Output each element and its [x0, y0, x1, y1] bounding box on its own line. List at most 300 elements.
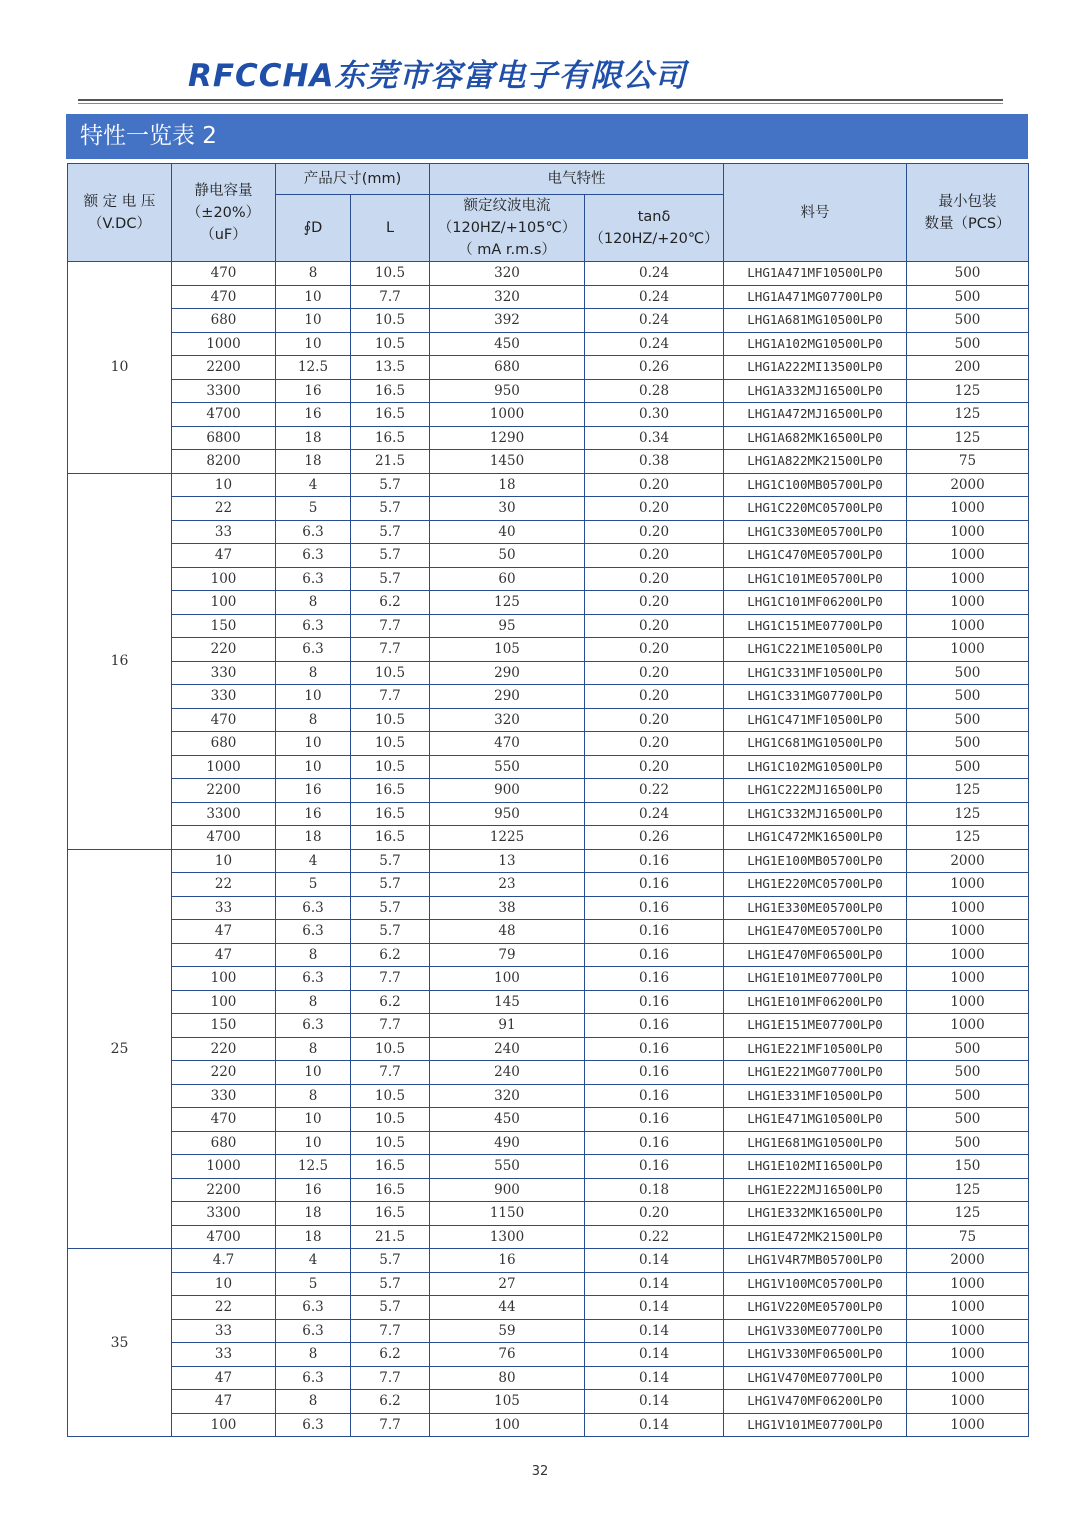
ripple-cell: 105: [430, 1390, 585, 1414]
part-number-cell: LHG1A682MK16500LP0: [724, 426, 907, 450]
ripple-cell: 79: [430, 943, 585, 967]
ripple-cell: 16: [430, 1249, 585, 1273]
ripple-cell: 450: [430, 1108, 585, 1132]
length-cell: 10.5: [351, 661, 430, 685]
length-cell: 10.5: [351, 1037, 430, 1061]
min-pack-cell: 1000: [907, 567, 1029, 591]
tan-delta-cell: 0.26: [585, 356, 724, 380]
tan-delta-cell: 0.16: [585, 920, 724, 944]
length-cell: 7.7: [351, 1061, 430, 1085]
min-pack-cell: 500: [907, 309, 1029, 333]
tan-delta-cell: 0.16: [585, 1037, 724, 1061]
company-header: RFCCHA东莞市容富电子有限公司: [188, 58, 687, 94]
table-row: [68, 920, 1029, 944]
ripple-cell: 125: [430, 591, 585, 615]
min-pack-cell: 500: [907, 1131, 1029, 1155]
min-pack-cell: 1000: [907, 1296, 1029, 1320]
diameter-cell: 5: [276, 1272, 351, 1296]
length-cell: 7.7: [351, 614, 430, 638]
header-min-pack: [907, 164, 1029, 262]
table-row: [68, 1225, 1029, 1249]
diameter-cell: 18: [276, 1225, 351, 1249]
capacitance-cell: 3300: [172, 802, 276, 826]
min-pack-cell: 1000: [907, 591, 1029, 615]
min-pack-cell: 125: [907, 1202, 1029, 1226]
table-row: [68, 1061, 1029, 1085]
part-number-cell: LHG1C102MG10500LP0: [724, 755, 907, 779]
tan-delta-cell: 0.20: [585, 1202, 724, 1226]
table-row: [68, 1131, 1029, 1155]
tan-delta-cell: 0.20: [585, 520, 724, 544]
header-rated-voltage: [68, 164, 172, 262]
header-capacitance-unit: （uF）: [200, 226, 247, 243]
length-cell: 16.5: [351, 779, 430, 803]
ripple-cell: 1000: [430, 403, 585, 427]
min-pack-cell: 500: [907, 1108, 1029, 1132]
ripple-cell: 470: [430, 732, 585, 756]
part-number-cell: LHG1C222MJ16500LP0: [724, 779, 907, 803]
header-capacitance-label: 静电容量: [194, 182, 253, 199]
diameter-cell: 6.3: [276, 520, 351, 544]
capacitance-cell: 4700: [172, 826, 276, 850]
length-cell: 16.5: [351, 1202, 430, 1226]
length-cell: 7.7: [351, 285, 430, 309]
diameter-cell: 10: [276, 1108, 351, 1132]
tan-delta-cell: 0.16: [585, 849, 724, 873]
length-cell: 5.7: [351, 1272, 430, 1296]
ripple-cell: 27: [430, 1272, 585, 1296]
ripple-cell: 1450: [430, 450, 585, 474]
table-row: [68, 1272, 1029, 1296]
part-number-cell: LHG1E222MJ16500LP0: [724, 1178, 907, 1202]
table-row: [68, 309, 1029, 333]
tan-delta-cell: 0.24: [585, 285, 724, 309]
capacitance-cell: 4.7: [172, 1249, 276, 1273]
min-pack-cell: 75: [907, 450, 1029, 474]
ripple-cell: 59: [430, 1319, 585, 1343]
tan-delta-cell: 0.20: [585, 638, 724, 662]
min-pack-cell: 1000: [907, 638, 1029, 662]
capacitance-cell: 33: [172, 1343, 276, 1367]
ripple-cell: 450: [430, 332, 585, 356]
ripple-cell: 95: [430, 614, 585, 638]
part-number-cell: LHG1A822MK21500LP0: [724, 450, 907, 474]
capacitance-cell: 2200: [172, 1178, 276, 1202]
header-rule-bottom: [78, 103, 1003, 104]
part-number-cell: LHG1A471MF10500LP0: [724, 262, 907, 286]
length-cell: 6.2: [351, 591, 430, 615]
capacitance-cell: 100: [172, 1413, 276, 1437]
table-row: [68, 802, 1029, 826]
rated-voltage-cell: 16: [68, 473, 172, 849]
table-row: [68, 1037, 1029, 1061]
tan-delta-cell: 0.16: [585, 1061, 724, 1085]
part-number-cell: LHG1C220MC05700LP0: [724, 497, 907, 521]
ripple-cell: 320: [430, 708, 585, 732]
part-number-cell: LHG1C101MF06200LP0: [724, 591, 907, 615]
diameter-cell: 8: [276, 1084, 351, 1108]
table-row: [68, 403, 1029, 427]
capacitance-cell: 470: [172, 1108, 276, 1132]
min-pack-cell: 150: [907, 1155, 1029, 1179]
tan-delta-cell: 0.16: [585, 896, 724, 920]
ripple-cell: 44: [430, 1296, 585, 1320]
header-size-l: L: [351, 195, 430, 262]
capacitance-cell: 100: [172, 967, 276, 991]
table-row: [68, 990, 1029, 1014]
ripple-cell: 290: [430, 685, 585, 709]
capacitance-cell: 680: [172, 309, 276, 333]
diameter-cell: 10: [276, 685, 351, 709]
length-cell: 13.5: [351, 356, 430, 380]
length-cell: 7.7: [351, 967, 430, 991]
tan-delta-cell: 0.24: [585, 332, 724, 356]
ripple-cell: 320: [430, 285, 585, 309]
part-number-cell: LHG1E330ME05700LP0: [724, 896, 907, 920]
length-cell: 10.5: [351, 309, 430, 333]
length-cell: 10.5: [351, 1108, 430, 1132]
capacitance-cell: 33: [172, 1319, 276, 1343]
length-cell: 5.7: [351, 497, 430, 521]
length-cell: 5.7: [351, 1249, 430, 1273]
min-pack-cell: 200: [907, 356, 1029, 380]
diameter-cell: 6.3: [276, 920, 351, 944]
tan-delta-cell: 0.20: [585, 708, 724, 732]
header-electrical-group: 电气特性: [430, 164, 724, 195]
table-row: [68, 661, 1029, 685]
diameter-cell: 16: [276, 802, 351, 826]
capacitance-cell: 6800: [172, 426, 276, 450]
table-row: [68, 1084, 1029, 1108]
header-min-pack-line2: 数量（PCS）: [924, 215, 1011, 232]
table-row: [68, 967, 1029, 991]
diameter-cell: 4: [276, 1249, 351, 1273]
capacitance-cell: 47: [172, 920, 276, 944]
min-pack-cell: 500: [907, 732, 1029, 756]
header-capacitance: [172, 164, 276, 262]
length-cell: 5.7: [351, 920, 430, 944]
table-row: [68, 826, 1029, 850]
capacitance-cell: 33: [172, 896, 276, 920]
tan-delta-cell: 0.16: [585, 943, 724, 967]
min-pack-cell: 500: [907, 685, 1029, 709]
tan-delta-cell: 0.16: [585, 1155, 724, 1179]
diameter-cell: 10: [276, 1131, 351, 1155]
tan-delta-cell: 0.16: [585, 990, 724, 1014]
diameter-cell: 16: [276, 379, 351, 403]
table-row: [68, 497, 1029, 521]
ripple-cell: 100: [430, 967, 585, 991]
table-row: [68, 332, 1029, 356]
ripple-cell: 950: [430, 379, 585, 403]
table-row: [68, 285, 1029, 309]
length-cell: 10.5: [351, 708, 430, 732]
min-pack-cell: 1000: [907, 1343, 1029, 1367]
tan-delta-cell: 0.20: [585, 732, 724, 756]
length-cell: 6.2: [351, 1343, 430, 1367]
length-cell: 21.5: [351, 1225, 430, 1249]
length-cell: 16.5: [351, 802, 430, 826]
min-pack-cell: 2000: [907, 849, 1029, 873]
capacitance-cell: 10: [172, 473, 276, 497]
table-row: [68, 755, 1029, 779]
capacitance-cell: 1000: [172, 332, 276, 356]
header-ripple-line2: （120HZ/+105℃）: [437, 220, 577, 236]
table-row: [68, 567, 1029, 591]
ripple-cell: 80: [430, 1366, 585, 1390]
table-row: [68, 1155, 1029, 1179]
spec-table: [67, 163, 1029, 1437]
part-number-cell: LHG1E101ME07700LP0: [724, 967, 907, 991]
part-number-cell: LHG1A332MJ16500LP0: [724, 379, 907, 403]
capacitance-cell: 100: [172, 567, 276, 591]
part-number-cell: LHG1C471MF10500LP0: [724, 708, 907, 732]
part-number-cell: LHG1E332MK16500LP0: [724, 1202, 907, 1226]
header-part-number: 料号: [724, 164, 907, 262]
ripple-cell: 900: [430, 779, 585, 803]
capacitance-cell: 10: [172, 849, 276, 873]
tan-delta-cell: 0.20: [585, 544, 724, 568]
ripple-cell: 240: [430, 1061, 585, 1085]
diameter-cell: 6.3: [276, 1319, 351, 1343]
capacitance-cell: 47: [172, 1390, 276, 1414]
capacitance-cell: 8200: [172, 450, 276, 474]
diameter-cell: 5: [276, 873, 351, 897]
min-pack-cell: 75: [907, 1225, 1029, 1249]
table-row: [68, 1413, 1029, 1437]
length-cell: 6.2: [351, 990, 430, 1014]
tan-delta-cell: 0.20: [585, 685, 724, 709]
length-cell: 6.2: [351, 943, 430, 967]
capacitance-cell: 33: [172, 520, 276, 544]
diameter-cell: 10: [276, 1061, 351, 1085]
part-number-cell: LHG1E220MC05700LP0: [724, 873, 907, 897]
tan-delta-cell: 0.20: [585, 567, 724, 591]
min-pack-cell: 500: [907, 661, 1029, 685]
ripple-cell: 680: [430, 356, 585, 380]
table-row: [68, 708, 1029, 732]
part-number-cell: LHG1E681MG10500LP0: [724, 1131, 907, 1155]
capacitance-cell: 4700: [172, 403, 276, 427]
part-number-cell: LHG1V220ME05700LP0: [724, 1296, 907, 1320]
table-row: [68, 1296, 1029, 1320]
capacitance-cell: 330: [172, 1084, 276, 1108]
diameter-cell: 6.3: [276, 1366, 351, 1390]
tan-delta-cell: 0.16: [585, 1131, 724, 1155]
min-pack-cell: 125: [907, 403, 1029, 427]
length-cell: 5.7: [351, 567, 430, 591]
diameter-cell: 6.3: [276, 967, 351, 991]
part-number-cell: LHG1V101ME07700LP0: [724, 1413, 907, 1437]
ripple-cell: 23: [430, 873, 585, 897]
part-number-cell: LHG1C221ME10500LP0: [724, 638, 907, 662]
table-row: [68, 1202, 1029, 1226]
part-number-cell: LHG1V470MF06200LP0: [724, 1390, 907, 1414]
diameter-cell: 4: [276, 473, 351, 497]
length-cell: 7.7: [351, 638, 430, 662]
table-row: [68, 873, 1029, 897]
length-cell: 5.7: [351, 520, 430, 544]
table-row: [68, 520, 1029, 544]
part-number-cell: LHG1C331MF10500LP0: [724, 661, 907, 685]
length-cell: 7.7: [351, 1366, 430, 1390]
min-pack-cell: 1000: [907, 1272, 1029, 1296]
diameter-cell: 16: [276, 403, 351, 427]
ripple-cell: 40: [430, 520, 585, 544]
min-pack-cell: 1000: [907, 1014, 1029, 1038]
min-pack-cell: 2000: [907, 1249, 1029, 1273]
header-min-pack-line1: 最小包装: [938, 193, 997, 210]
part-number-cell: LHG1V100MC05700LP0: [724, 1272, 907, 1296]
capacitance-cell: 680: [172, 1131, 276, 1155]
length-cell: 7.7: [351, 1319, 430, 1343]
diameter-cell: 6.3: [276, 896, 351, 920]
part-number-cell: LHG1C330ME05700LP0: [724, 520, 907, 544]
min-pack-cell: 500: [907, 708, 1029, 732]
tan-delta-cell: 0.20: [585, 473, 724, 497]
diameter-cell: 8: [276, 262, 351, 286]
length-cell: 16.5: [351, 1178, 430, 1202]
table-row: [68, 1366, 1029, 1390]
capacitance-cell: 2200: [172, 356, 276, 380]
min-pack-cell: 1000: [907, 1390, 1029, 1414]
tan-delta-cell: 0.20: [585, 591, 724, 615]
length-cell: 10.5: [351, 732, 430, 756]
part-number-cell: LHG1A471MG07700LP0: [724, 285, 907, 309]
length-cell: 16.5: [351, 403, 430, 427]
diameter-cell: 8: [276, 661, 351, 685]
ripple-cell: 1150: [430, 1202, 585, 1226]
min-pack-cell: 1000: [907, 1366, 1029, 1390]
header-size-d: ∮D: [276, 195, 351, 262]
min-pack-cell: 1000: [907, 920, 1029, 944]
length-cell: 6.2: [351, 1390, 430, 1414]
table-row: [68, 1390, 1029, 1414]
diameter-cell: 12.5: [276, 356, 351, 380]
capacitance-cell: 22: [172, 1296, 276, 1320]
ripple-cell: 38: [430, 896, 585, 920]
table-row: [68, 356, 1029, 380]
tan-delta-cell: 0.30: [585, 403, 724, 427]
ripple-cell: 550: [430, 755, 585, 779]
diameter-cell: 8: [276, 990, 351, 1014]
capacitance-cell: 100: [172, 591, 276, 615]
min-pack-cell: 125: [907, 379, 1029, 403]
diameter-cell: 8: [276, 708, 351, 732]
table-row: [68, 1014, 1029, 1038]
diameter-cell: 10: [276, 285, 351, 309]
ripple-cell: 240: [430, 1037, 585, 1061]
ripple-cell: 490: [430, 1131, 585, 1155]
part-number-cell: LHG1A681MG10500LP0: [724, 309, 907, 333]
capacitance-cell: 680: [172, 732, 276, 756]
diameter-cell: 10: [276, 732, 351, 756]
min-pack-cell: 125: [907, 426, 1029, 450]
part-number-cell: LHG1V4R7MB05700LP0: [724, 1249, 907, 1273]
tan-delta-cell: 0.22: [585, 1225, 724, 1249]
diameter-cell: 8: [276, 591, 351, 615]
length-cell: 10.5: [351, 1131, 430, 1155]
capacitance-cell: 470: [172, 285, 276, 309]
table-row: [68, 379, 1029, 403]
table-row: [68, 896, 1029, 920]
ripple-cell: 950: [430, 802, 585, 826]
diameter-cell: 8: [276, 1037, 351, 1061]
part-number-cell: LHG1E331MF10500LP0: [724, 1084, 907, 1108]
part-number-cell: LHG1V470ME07700LP0: [724, 1366, 907, 1390]
capacitance-cell: 22: [172, 497, 276, 521]
capacitance-cell: 220: [172, 1037, 276, 1061]
min-pack-cell: 1000: [907, 943, 1029, 967]
diameter-cell: 6.3: [276, 1296, 351, 1320]
tan-delta-cell: 0.24: [585, 802, 724, 826]
length-cell: 10.5: [351, 755, 430, 779]
diameter-cell: 16: [276, 1178, 351, 1202]
table-row: [68, 1178, 1029, 1202]
length-cell: 16.5: [351, 826, 430, 850]
ripple-cell: 13: [430, 849, 585, 873]
capacitance-cell: 22: [172, 873, 276, 897]
part-number-cell: LHG1E221MF10500LP0: [724, 1037, 907, 1061]
diameter-cell: 16: [276, 779, 351, 803]
part-number-cell: LHG1E221MG07700LP0: [724, 1061, 907, 1085]
tan-delta-cell: 0.20: [585, 497, 724, 521]
capacitance-cell: 47: [172, 1366, 276, 1390]
tan-delta-cell: 0.16: [585, 967, 724, 991]
tan-delta-cell: 0.20: [585, 614, 724, 638]
min-pack-cell: 1000: [907, 497, 1029, 521]
header-size-group: 产品尺寸(mm): [276, 164, 430, 195]
header-tan-line2: （120HZ/+20℃）: [589, 231, 719, 247]
length-cell: 5.7: [351, 473, 430, 497]
table-row: [68, 262, 1029, 286]
capacitance-cell: 470: [172, 262, 276, 286]
capacitance-cell: 100: [172, 990, 276, 1014]
part-number-cell: LHG1E102MI16500LP0: [724, 1155, 907, 1179]
ripple-cell: 60: [430, 567, 585, 591]
tan-delta-cell: 0.14: [585, 1343, 724, 1367]
length-cell: 5.7: [351, 896, 430, 920]
header-tan-delta: [585, 195, 724, 262]
table-row: [68, 544, 1029, 568]
diameter-cell: 4: [276, 849, 351, 873]
length-cell: 10.5: [351, 332, 430, 356]
part-number-cell: LHG1A102MG10500LP0: [724, 332, 907, 356]
capacitance-cell: 3300: [172, 1202, 276, 1226]
table-row: [68, 473, 1029, 497]
capacitance-cell: 47: [172, 943, 276, 967]
header-rated-voltage-unit: （V.DC）: [88, 215, 151, 232]
diameter-cell: 10: [276, 309, 351, 333]
header-tan-line1: tanδ: [637, 209, 671, 225]
ripple-cell: 320: [430, 1084, 585, 1108]
capacitance-cell: 470: [172, 708, 276, 732]
capacitance-cell: 330: [172, 661, 276, 685]
part-number-cell: LHG1E151ME07700LP0: [724, 1014, 907, 1038]
tan-delta-cell: 0.16: [585, 873, 724, 897]
tan-delta-cell: 0.14: [585, 1249, 724, 1273]
rated-voltage-cell: 10: [68, 262, 172, 474]
header-ripple-current: [430, 195, 585, 262]
part-number-cell: LHG1C151ME07700LP0: [724, 614, 907, 638]
table-row: [68, 450, 1029, 474]
tan-delta-cell: 0.16: [585, 1014, 724, 1038]
ripple-cell: 76: [430, 1343, 585, 1367]
ripple-cell: 48: [430, 920, 585, 944]
length-cell: 5.7: [351, 849, 430, 873]
ripple-cell: 18: [430, 473, 585, 497]
section-title: 特性一览表 2: [66, 114, 1028, 159]
